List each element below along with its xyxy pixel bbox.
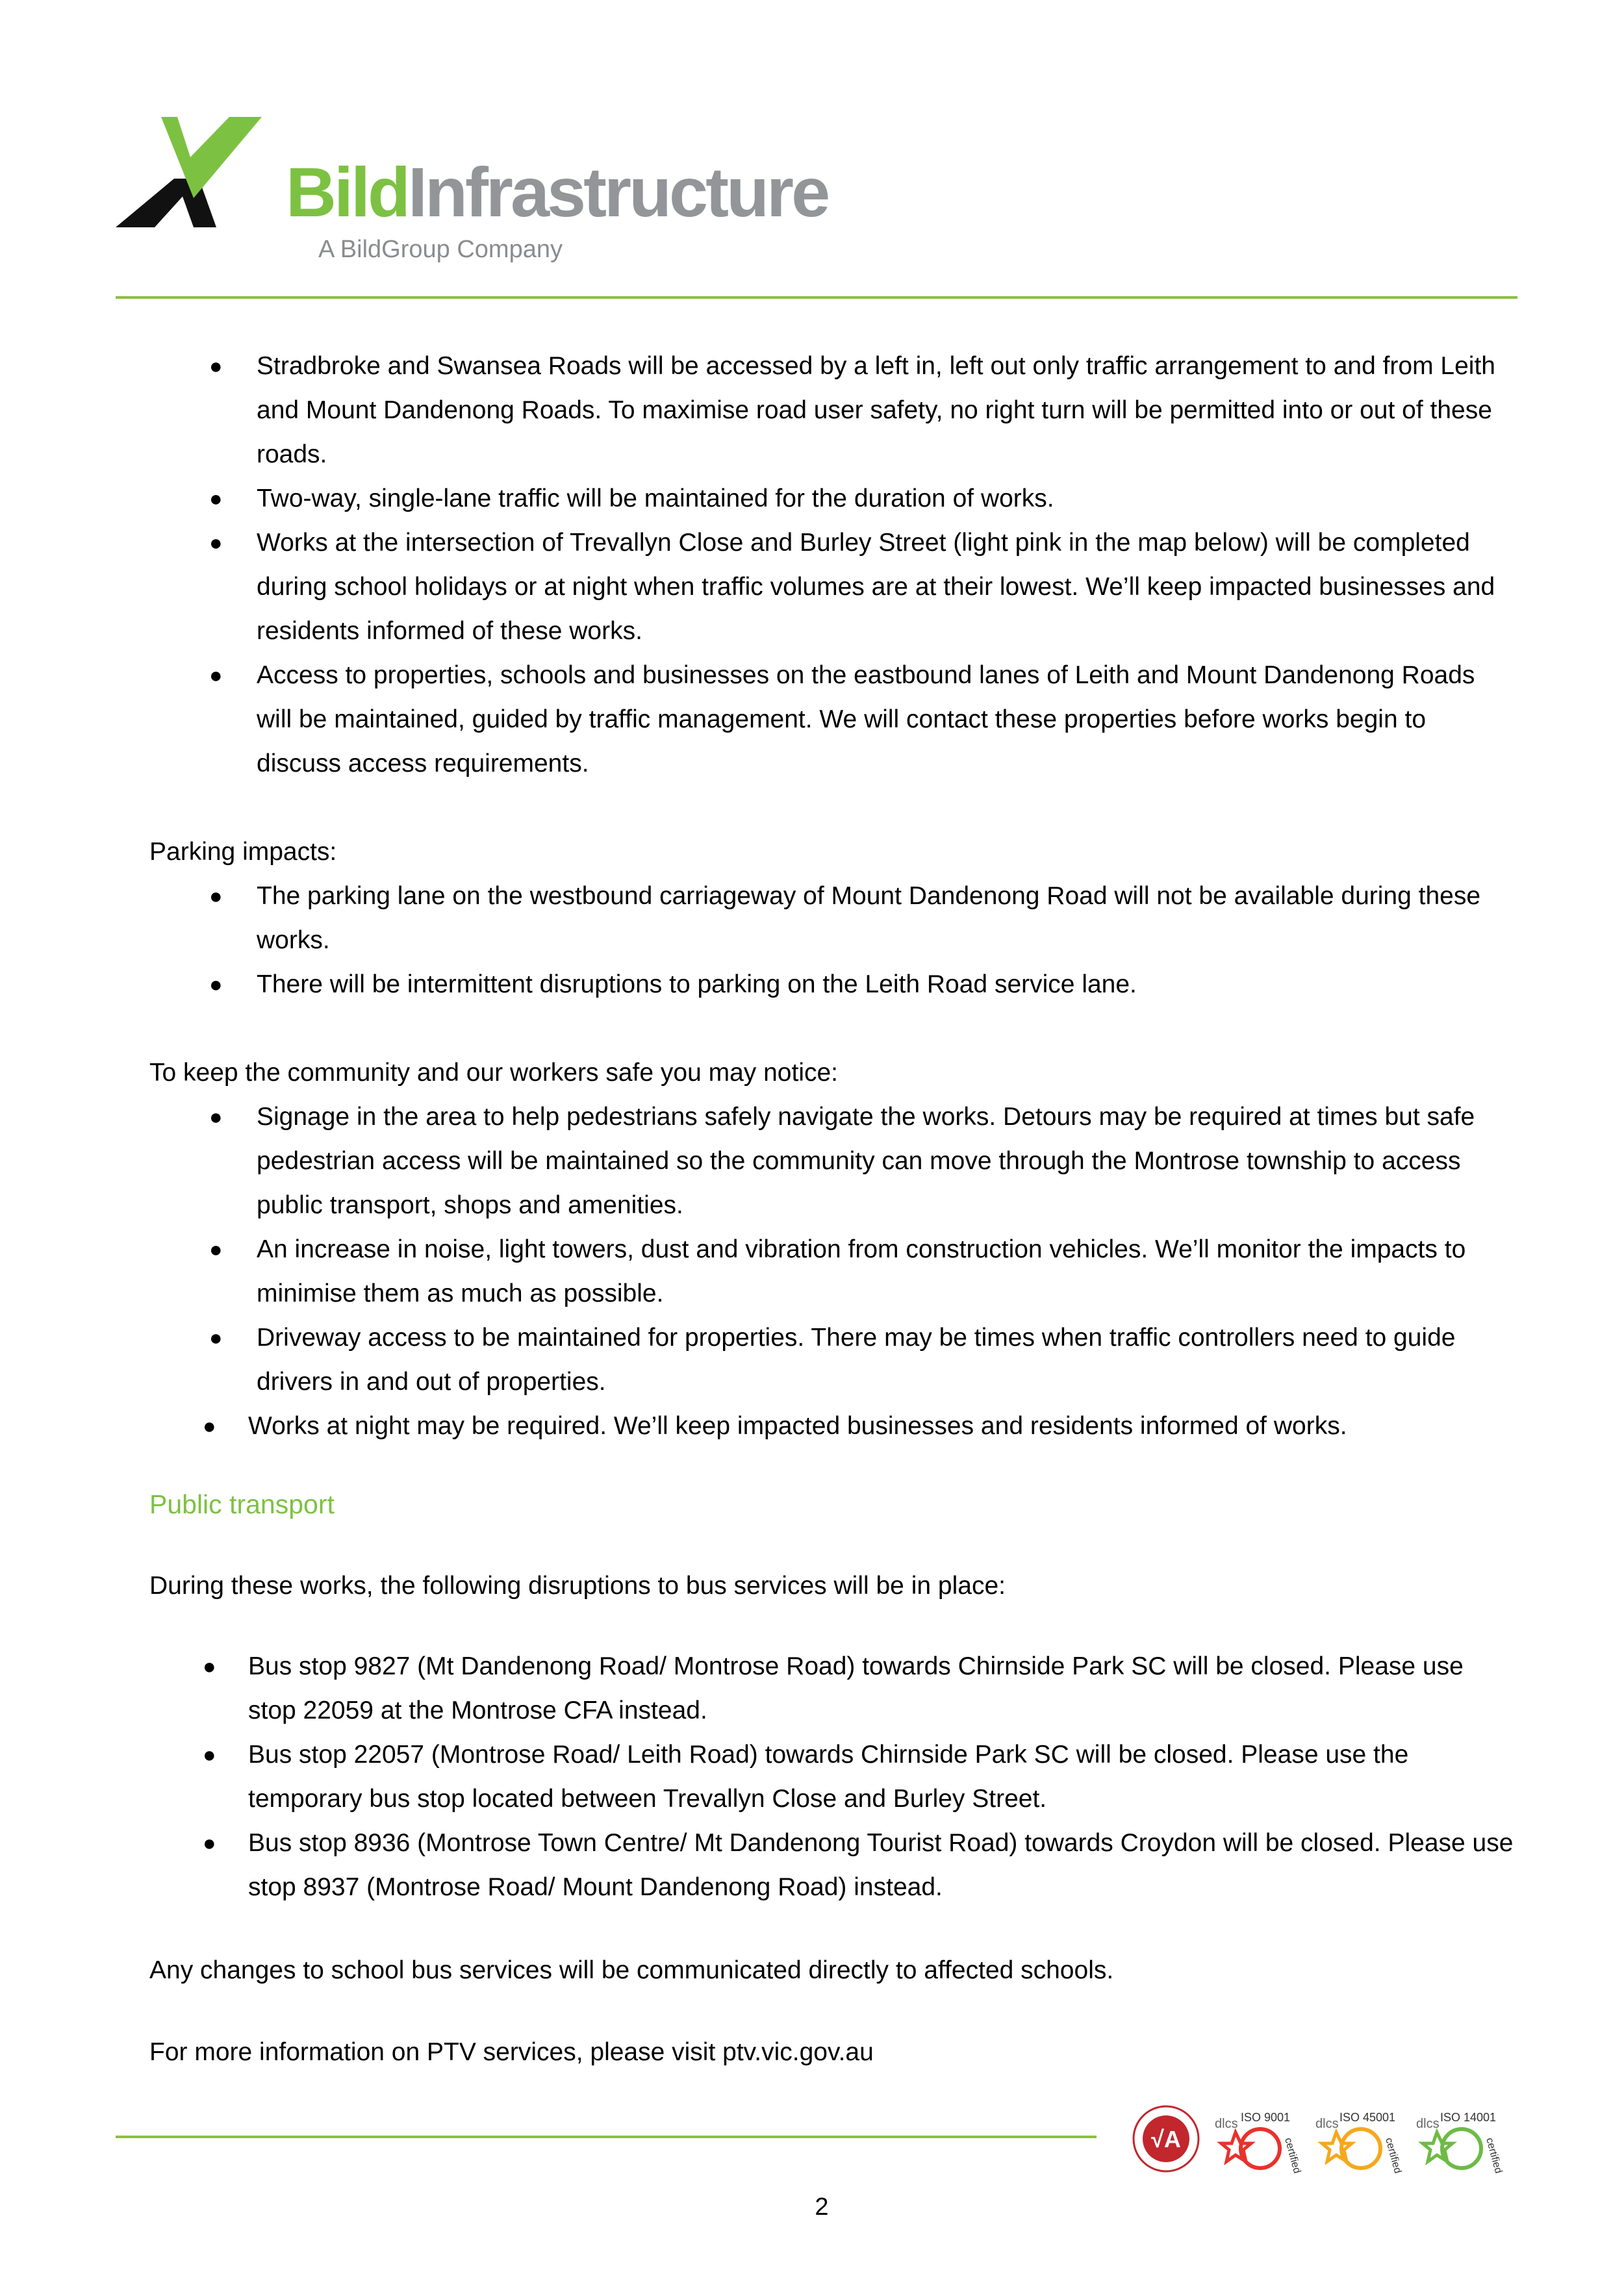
svg-text:certified: certified [1484,2136,1504,2175]
ptv-info-note: For more information on PTV services, please visit ptv.vic.gov.au [149,2038,874,2066]
svg-text:certified: certified [1282,2136,1303,2175]
list-item: ● Bus stop 8936 (Montrose Town Centre/ Mt Dandenong Tourist Road) towards Croydon will be closed. Please use stop 8937 (Montrose Road/ Mount Dandenong Road) instead. [149,1821,1514,1910]
list-item: ● An increase in noise, light towers, dust and vibration from construction vehicles. We’ll monitor the impacts to minimise them as much as possible. [149,1228,1514,1316]
bus-stop-list [149,1645,1514,1910]
svg-text:certified: certified [1383,2136,1404,2175]
bullet-icon: ● [203,1414,216,1439]
svg-text:ISO 14001: ISO 14001 [1440,2111,1497,2124]
svg-text:ISO 9001: ISO 9001 [1241,2111,1291,2124]
traffic-list [149,344,1514,786]
logo-tagline: A BildGroup Company [318,236,563,263]
page-number: 2 [815,2193,829,2221]
list-item: ● Works at night may be required. We’ll keep impacted businesses and residents informed of works. [149,1404,1514,1448]
certification-badges [1130,2103,1533,2175]
svg-text:dlcs: dlcs [1215,2117,1238,2131]
safety-label: To keep the community and our workers safe you may notice: [149,1059,839,1087]
bullet-icon: ● [209,663,223,688]
list-item: ● Bus stop 9827 (Mt Dandenong Road/ Montrose Road) towards Chirnside Park SC will be closed. Please use stop 22059 at the Montrose CFA instead. [149,1645,1514,1733]
bullet-icon: ● [209,1326,223,1350]
fsc-approved-badge-icon [1134,2106,1199,2171]
header-divider [116,296,1517,299]
bullet-icon: ● [209,354,223,379]
list-item: ● Bus stop 22057 (Montrose Road/ Leith Road) towards Chirnside Park SC will be closed. Please use the temporary bus stop located between Trevallyn Close and Burley Street. [149,1733,1514,1821]
company-logo [116,117,895,266]
school-bus-note: Any changes to school bus services will be communicated directly to affected schools. [149,1956,1114,1984]
list-item: ● Access to properties, schools and businesses on the eastbound lanes of Leith and Mount Dandenong Roads will be maintained, guided by traffic management. We will contact these properties before works begin to discuss access requirements. [149,653,1514,786]
document-body [149,344,1514,2075]
list-item: ● Signage in the area to help pedestrians safely navigate the works. Detours may be required at times but safe pedestrian access will be maintained so the community can move through the Montrose township to access public transport, shops and amenities. [149,1095,1514,1228]
list-item: ● Stradbroke and Swansea Roads will be accessed by a left in, left out only traffic arrangement to and from Leith and Mount Dandenong Roads. To maximise road user safety, no right turn will be permitted into or out of these roads. [149,344,1514,477]
bullet-icon: ● [209,486,223,511]
parking-list [149,874,1514,1007]
bullet-icon: ● [209,972,223,997]
svg-text:ISO 45001: ISO 45001 [1339,2111,1396,2124]
iso-45001-badge-icon [1315,2111,1403,2175]
svg-text:√A: √A [1151,2126,1181,2152]
bullet-icon: ● [203,1654,216,1679]
list-item: ● There will be intermittent disruptions to parking on the Leith Road service lane. [149,963,1514,1007]
svg-text:dlcs: dlcs [1315,2117,1339,2131]
footer-divider [116,2136,1097,2138]
logo-bild: Bild [286,153,408,231]
iso-14001-badge-icon [1416,2111,1504,2175]
bullet-icon: ● [209,531,223,555]
logo-wordmark [286,153,828,231]
public-transport-intro: During these works, the following disruptions to bus services will be in place: [149,1572,1006,1600]
logo-mark-icon [116,117,291,266]
svg-text:dlcs: dlcs [1416,2117,1440,2131]
bullet-icon: ● [203,1831,216,1856]
safety-list [149,1095,1514,1448]
bullet-icon: ● [209,884,223,909]
bullet-icon: ● [209,1237,223,1262]
parking-label: Parking impacts: [149,838,337,866]
list-item: ● Two-way, single-lane traffic will be maintained for the duration of works. [149,477,1514,521]
iso-9001-badge-icon [1215,2111,1302,2175]
list-item: ● Works at the intersection of Trevallyn Close and Burley Street (light pink in the map below) will be completed during school holidays or at night when traffic volumes are at their lowest. We’ll keep impacted businesses and residents informed of these works. [149,521,1514,653]
section-heading-public-transport: Public transport [149,1489,335,1519]
logo-infrastructure: Infrastructure [407,153,828,231]
list-item: ● Driveway access to be maintained for properties. There may be times when traffic controllers need to guide drivers in and out of properties. [149,1316,1514,1404]
list-item: ● The parking lane on the westbound carriageway of Mount Dandenong Road will not be available during these works. [149,874,1514,963]
bullet-icon: ● [209,1105,223,1129]
bullet-icon: ● [203,1743,216,1767]
